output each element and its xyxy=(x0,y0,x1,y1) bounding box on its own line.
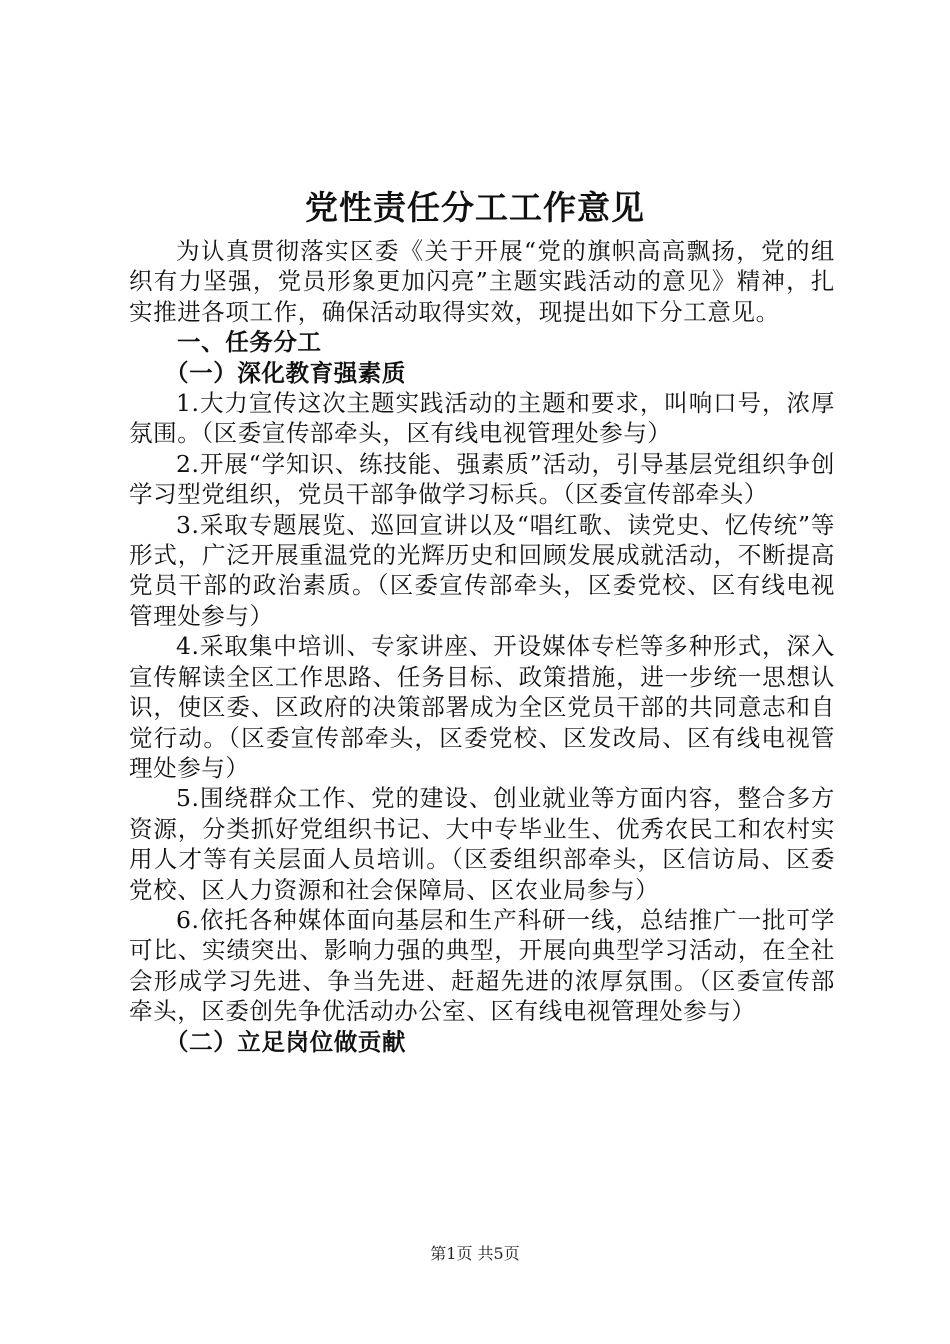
document-title: 党性责任分工工作意见 xyxy=(305,188,645,227)
page-footer: 第1页 共5页 xyxy=(430,1244,520,1263)
list-item: 2.开展“学知识、练技能、强素质”活动，引导基层党组织争创学习型党组织，党员干部争做学习标兵。（区委宣传部牵头） xyxy=(129,449,835,509)
subsection-heading-contribution: （二）立足岗位做贡献 xyxy=(165,1027,406,1056)
list-item: 1.大力宣传这次主题实践活动的主题和要求，叫响口号，浓厚氛围。（区委宣传部牵头，区有线电视管理处参与） xyxy=(129,389,835,448)
section-heading-task-division: 一、任务分工 xyxy=(177,328,322,357)
intro-paragraph: 为认真贯彻落实区委《关于开展“党的旗帜高高飘扬，党的组织有力坚强，党员形象更加闪亮”主题实践活动的意见》精神，扎实推进各项工作，确保活动取得实效，现提出如下分工意见。 xyxy=(129,237,835,326)
document-body xyxy=(129,236,835,1057)
list-item: 3.采取专题展览、巡回宣讲以及“唱红歌、读党史、忆传统”等形式，广泛开展重温党的光辉历史和回顾发展成就活动，不断提高党员干部的政治素质。（区委宣传部牵头，区委党校、区有线电视管理处参与） xyxy=(129,510,835,630)
list-item: 6.依托各种媒体面向基层和生产科研一线，总结推广一批可学可比、实绩突出、影响力强的典型，开展向典型学习活动，在全社会形成学习先进、争当先进、赶超先进的浓厚氛围。（区委宣传部牵头，区委创先争优活动办公室、区有线电视管理处参与） xyxy=(129,905,835,1026)
subsection-heading-education: （一）深化教育强素质 xyxy=(165,358,406,387)
list-item: 5.围绕群众工作、党的建设、创业就业等方面内容，整合多方资源，分类抓好党组织书记、大中专毕业生、优秀农民工和农村实用人才等有关层面人员培训。（区委组织部牵头，区信访局、区委党校、区人力资源和社会保障局、区农业局参与） xyxy=(129,784,835,904)
list-item: 4.采取集中培训、专家讲座、开设媒体专栏等多种形式，深入宣传解读全区工作思路、任务目标、政策措施，进一步统一思想认识，使区委、区政府的决策部署成为全区党员干部的共同意志和自觉行动。（区委宣传部牵头，区委党校、区发改局、区有线电视管理处参与） xyxy=(129,632,835,782)
